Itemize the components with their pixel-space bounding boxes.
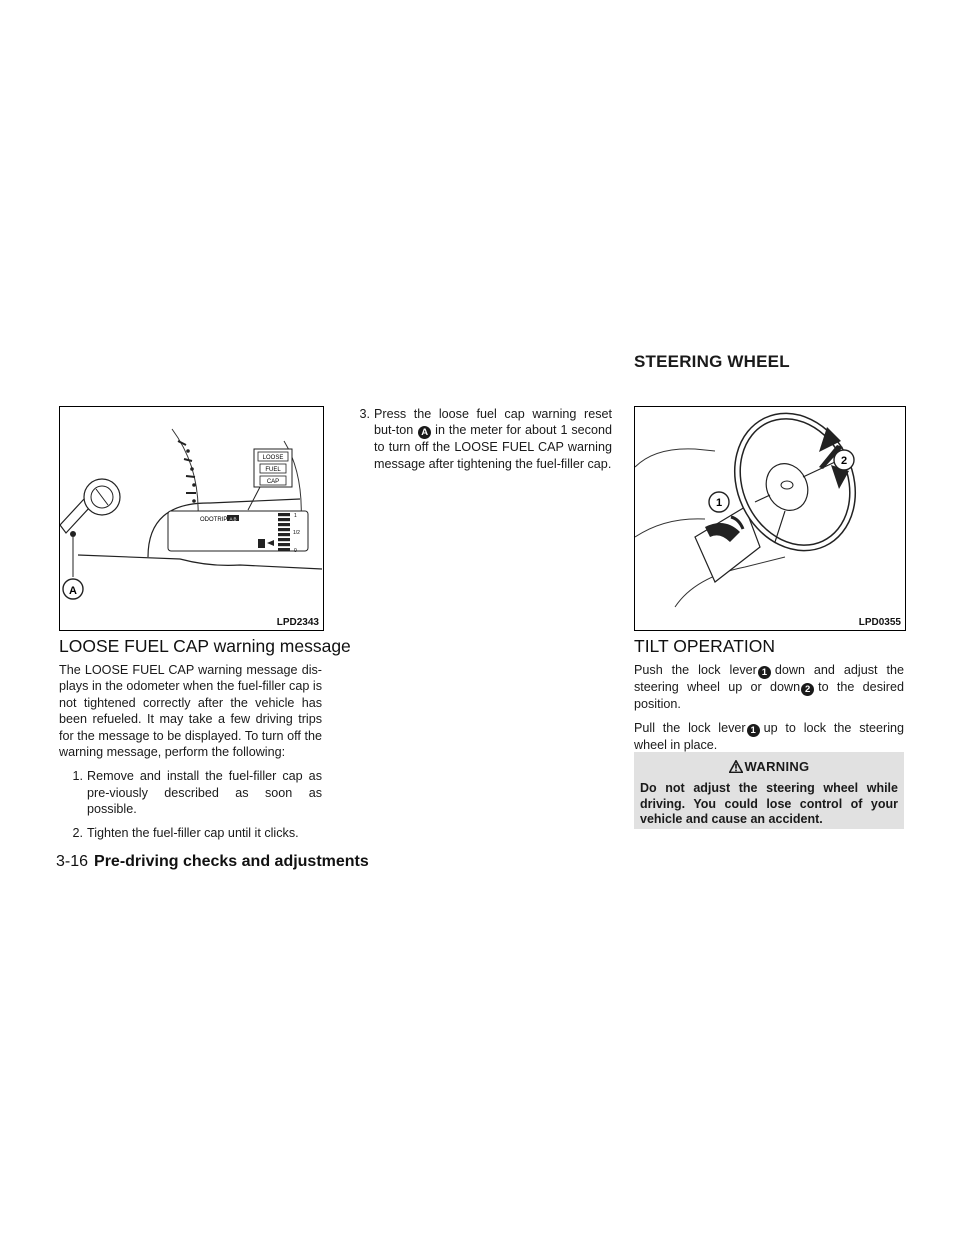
chapter-title: Pre-driving checks and adjustments (94, 853, 369, 870)
tilt-paragraph-1: Push the lock lever 1 down and adjust the steering wheel up or down 2 to the desired position. (634, 663, 905, 711)
step-3-block (346, 406, 612, 479)
step-2: 2. Tighten the fuel-filler cap until it clicks. (72, 825, 299, 840)
cap-label: CAP (266, 479, 280, 485)
callout-1-marker: 1 (758, 666, 771, 679)
fuel-cap-figure (59, 406, 324, 631)
warning-box (634, 752, 904, 829)
loose-fuel-cap-intro: The LOOSE FUEL CAP warning message dis-plays in the odometer when the fuel-filler cap is not tightened correctly after the vehicle has been refueled. It may take a few driving trips for the message to be displayed. To turn off the warning message, perform the following: (59, 663, 322, 760)
figure-code: LPD0355 (858, 617, 901, 628)
warning-title: WARNING (634, 759, 904, 774)
ab-label: A B (229, 516, 237, 522)
fuel-label: FUEL (265, 467, 281, 473)
loose-fuel-cap-body (59, 662, 322, 848)
gauge-half-label: 1/2 (293, 530, 300, 536)
page-number: 3-16 (56, 853, 89, 870)
figure-code: LPD2343 (276, 617, 319, 628)
callout-2-marker: 2 (801, 683, 814, 696)
gauge-empty-label: 0 (294, 548, 297, 554)
warning-body: Do not adjust the steering wheel while driving. You could lose control of your vehicle and cause an accident. (640, 781, 898, 827)
page-footer (56, 853, 369, 871)
loose-fuel-cap-steps (59, 768, 322, 841)
step-1: 1. Remove and install the fuel-filler cap as pre-viously described as soon as possible. (72, 769, 322, 817)
instrument-cluster-illustration (60, 407, 323, 630)
callout-1: 1 (715, 497, 723, 509)
tilt-operation-body (634, 662, 904, 762)
steering-tilt-figure (634, 406, 906, 631)
callout-a-marker: A (418, 426, 431, 439)
gauge-full-label: 1 (294, 513, 297, 519)
odotrip-label: ODOTRIP (200, 517, 228, 523)
step-3: 3. Press the loose fuel cap warning reset but-ton A in the meter for about 1 second to turn off the LOOSE FUEL CAP warning message after tightening the fuel-filler cap. (359, 407, 612, 471)
loose-fuel-cap-heading: LOOSE FUEL CAP warning message (59, 636, 351, 656)
warning-triangle-icon (729, 760, 743, 773)
section-heading: STEERING WHEEL (634, 352, 790, 371)
callout-1-marker: 1 (747, 724, 760, 737)
tilt-operation-heading: TILT OPERATION (634, 636, 775, 656)
callout-2: 2 (840, 455, 848, 467)
tilt-paragraph-2: Pull the lock lever 1 up to lock the steering wheel in place. (634, 721, 904, 753)
callout-a: A (69, 585, 77, 597)
loose-label: LOOSE (262, 455, 284, 461)
steering-wheel-illustration (635, 407, 905, 630)
